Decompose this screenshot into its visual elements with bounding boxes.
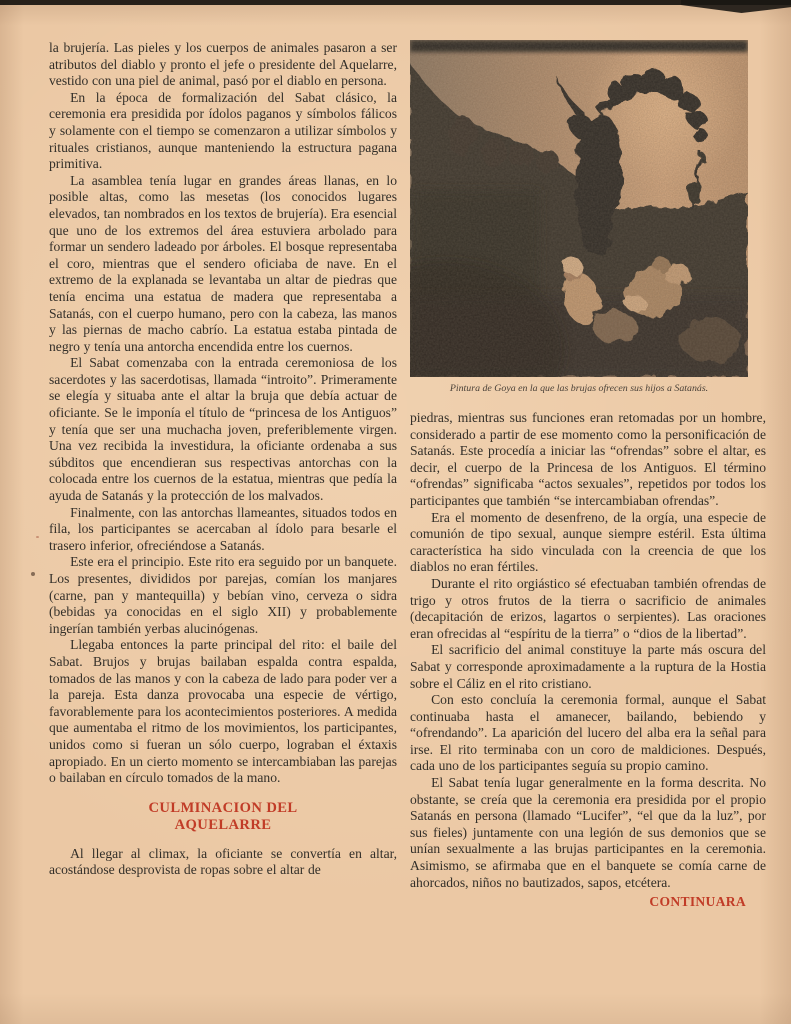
paragraph: Durante el rito orgiástico sé efectuaban también ofrendas de trigo y otros frutos de la tierra o sacrificio de animales (decapitación de erizos, lagartos o serpientes). Las oraciones eran ofrecidas al “espíritu de la tierra” o “dios de la libertad”. [410, 575, 766, 641]
paragraph: Este era el principio. Este rito era seguido por un banquete. Los presentes, divididos por parejas, comían los manjares (carne, pan y mantequilla) y bebían vino, cerveza o sidra (bebidas ya conocidas en el siglo XII) y probablemente ingerían también yerbas alucinógenas. [49, 554, 397, 636]
paragraph: piedras, mientras sus funciones eran retomadas por un hombre, considerado a partir de ese momento como la personificación de Satanás. Este procedía a iniciar las “ofrendas” sobre el altar, es decir, el cuerpo de la Princesa de los Antiguos. El término “ofrendas” significaba “actos sexuales”, repetidos por todos los participantes que también “se intercambiaban ofrendas”. [410, 410, 766, 508]
scan-speck [36, 536, 39, 538]
paragraph: Con esto concluía la ceremonia formal, aunque el Sabat continuaba hasta el amanecer, bailando, bebiendo y “ofrendando”. La aparición del lucero del alba era la señal para irse. El rito terminaba con un coro de maldiciones. Después, cada uno de los participantes seguía su propio camino. [410, 692, 766, 774]
left-column [49, 40, 397, 910]
paragraph: la brujería. Las pieles y los cuerpos de animales pasaron a ser atributos del diablo y pronto el jefe o presidente del Aquelarre, vestido con una piel de animal, pasó por el diablo en persona. [49, 40, 397, 89]
right-paragraphs [410, 410, 766, 891]
continuation-label: CONTINUARA [649, 894, 746, 910]
image-caption: Pintura de Goya en la que las brujas ofrecen sus hijos a Satanás. [449, 383, 709, 394]
paragraph: El Sabat comenzaba con la entrada ceremoniosa de los sacerdotes y las sacerdotisas, llamada “introito”. Primeramente se elegía y situaba ante el altar la bruja que debía actuar de oficiante. Se le imponía el título de “princesa de los Antiguos” y tenía que ser una muchacha joven, preferiblemente virgen. Una vez recibida la investidura, la oficiante ordenaba a sus súbditos que encendieran sus respectivas antorchas con la colocada entre los cuernos de la estatua, mientras que pedía la ayuda de Satanás y la protección de los malvados. [49, 355, 397, 504]
scan-edge-top [0, 0, 791, 5]
goya-painting-image [410, 40, 748, 377]
section-heading [49, 800, 397, 835]
scan-edge-top-right [681, 0, 791, 13]
goya-painting-figure [410, 40, 748, 394]
paragraph: Finalmente, con las antorchas llameantes, situados todos en fila, los participantes se acercaban al ídolo para besarle el trasero inferior, ofreciéndose a Satanás. [49, 504, 397, 553]
scan-speck [31, 572, 35, 576]
section-heading-line1: CULMINACION DEL [148, 799, 298, 816]
right-column [410, 40, 766, 910]
paragraph: El Sabat tenía lugar generalmente en la forma descrita. No obstante, se creía que la ceremonia era presidida por el propio Satanás en persona (llamado “Lucifer”, “el que da la luz”, por sus fieles) juntamente con una legión de sus demonios que se unían sexualmente a las brujas participantes en la ceremonia. Asimismo, se afirmaba que en el banquete se comía carne de ahorcados, niños no bautizados, sapos, etcétera. [410, 775, 766, 890]
section-heading-line2: AQUELARRE [174, 817, 272, 834]
paragraph: El sacrificio del animal constituye la parte más oscura del Sabat y corresponde aproximadamente a la ruptura de la Hostia sobre el Cáliz en el rito cristiano. [410, 642, 766, 691]
article-body [49, 40, 766, 910]
paragraph: En la época de formalización del Sabat clásico, la ceremonia era presidida por ídolos paganos y símbolos fálicos y solamente con el tiempo se comenzaron a utilizar símbolos y rituales cristianos, aunque manteniendo la estructura pagana primitiva. [49, 89, 397, 172]
paragraph: La asamblea tenía lugar en grandes áreas llanas, en lo posible altas, como las mesetas (los conocidos lugares elevados, tan nombrados en los textos de brujería). Era esencial que uno de los extremos del área estuviera arbolado para formar un sendero ladeado por árboles. El bosque representaba el coro, mientras que el sendero oficiaba de nave. En el extremo de la explanada se levantaba un altar de piedras que tenía encima una estatua de madera que representaba a Satanás, con el cuerpo humano, pero con la cabeza, las manos y las piernas de macho cabrío. La estatua estaba pintada de negro y tenía una antorcha encendida entre los cuernos. [49, 172, 397, 354]
paragraph: Al llegar al climax, la oficiante se convertía en altar, acostándose desprovista de ropas sobre el altar de [49, 845, 397, 878]
left-paragraphs [49, 40, 397, 787]
left-paragraphs-after-heading [49, 846, 397, 879]
paragraph: Llegaba entonces la parte principal del rito: el baile del Sabat. Brujos y brujas bailaban espalda contra espalda, tomados de las manos y con la cabeza de lado para poder ver a la pareja. Esta danza provocaba una especie de vértigo, favorablemente para los acontecimientos posteriores. A medida que aumentaba el ritmo de los movimientos, los participantes, unidos como si fueran un sólo cuerpo, lograban el éxtaxis apropiado. En un cierto momento se intercambiaban las parejas o bailaban en círculo tomados de la mano. [49, 637, 397, 786]
paragraph: Era el momento de desenfreno, de la orgía, una especie de comunión de tipo sexual, aunque siempre estéril. Esta última característica ha sido vinculada con la creencia de que los diablos no eran fértiles. [410, 509, 766, 575]
